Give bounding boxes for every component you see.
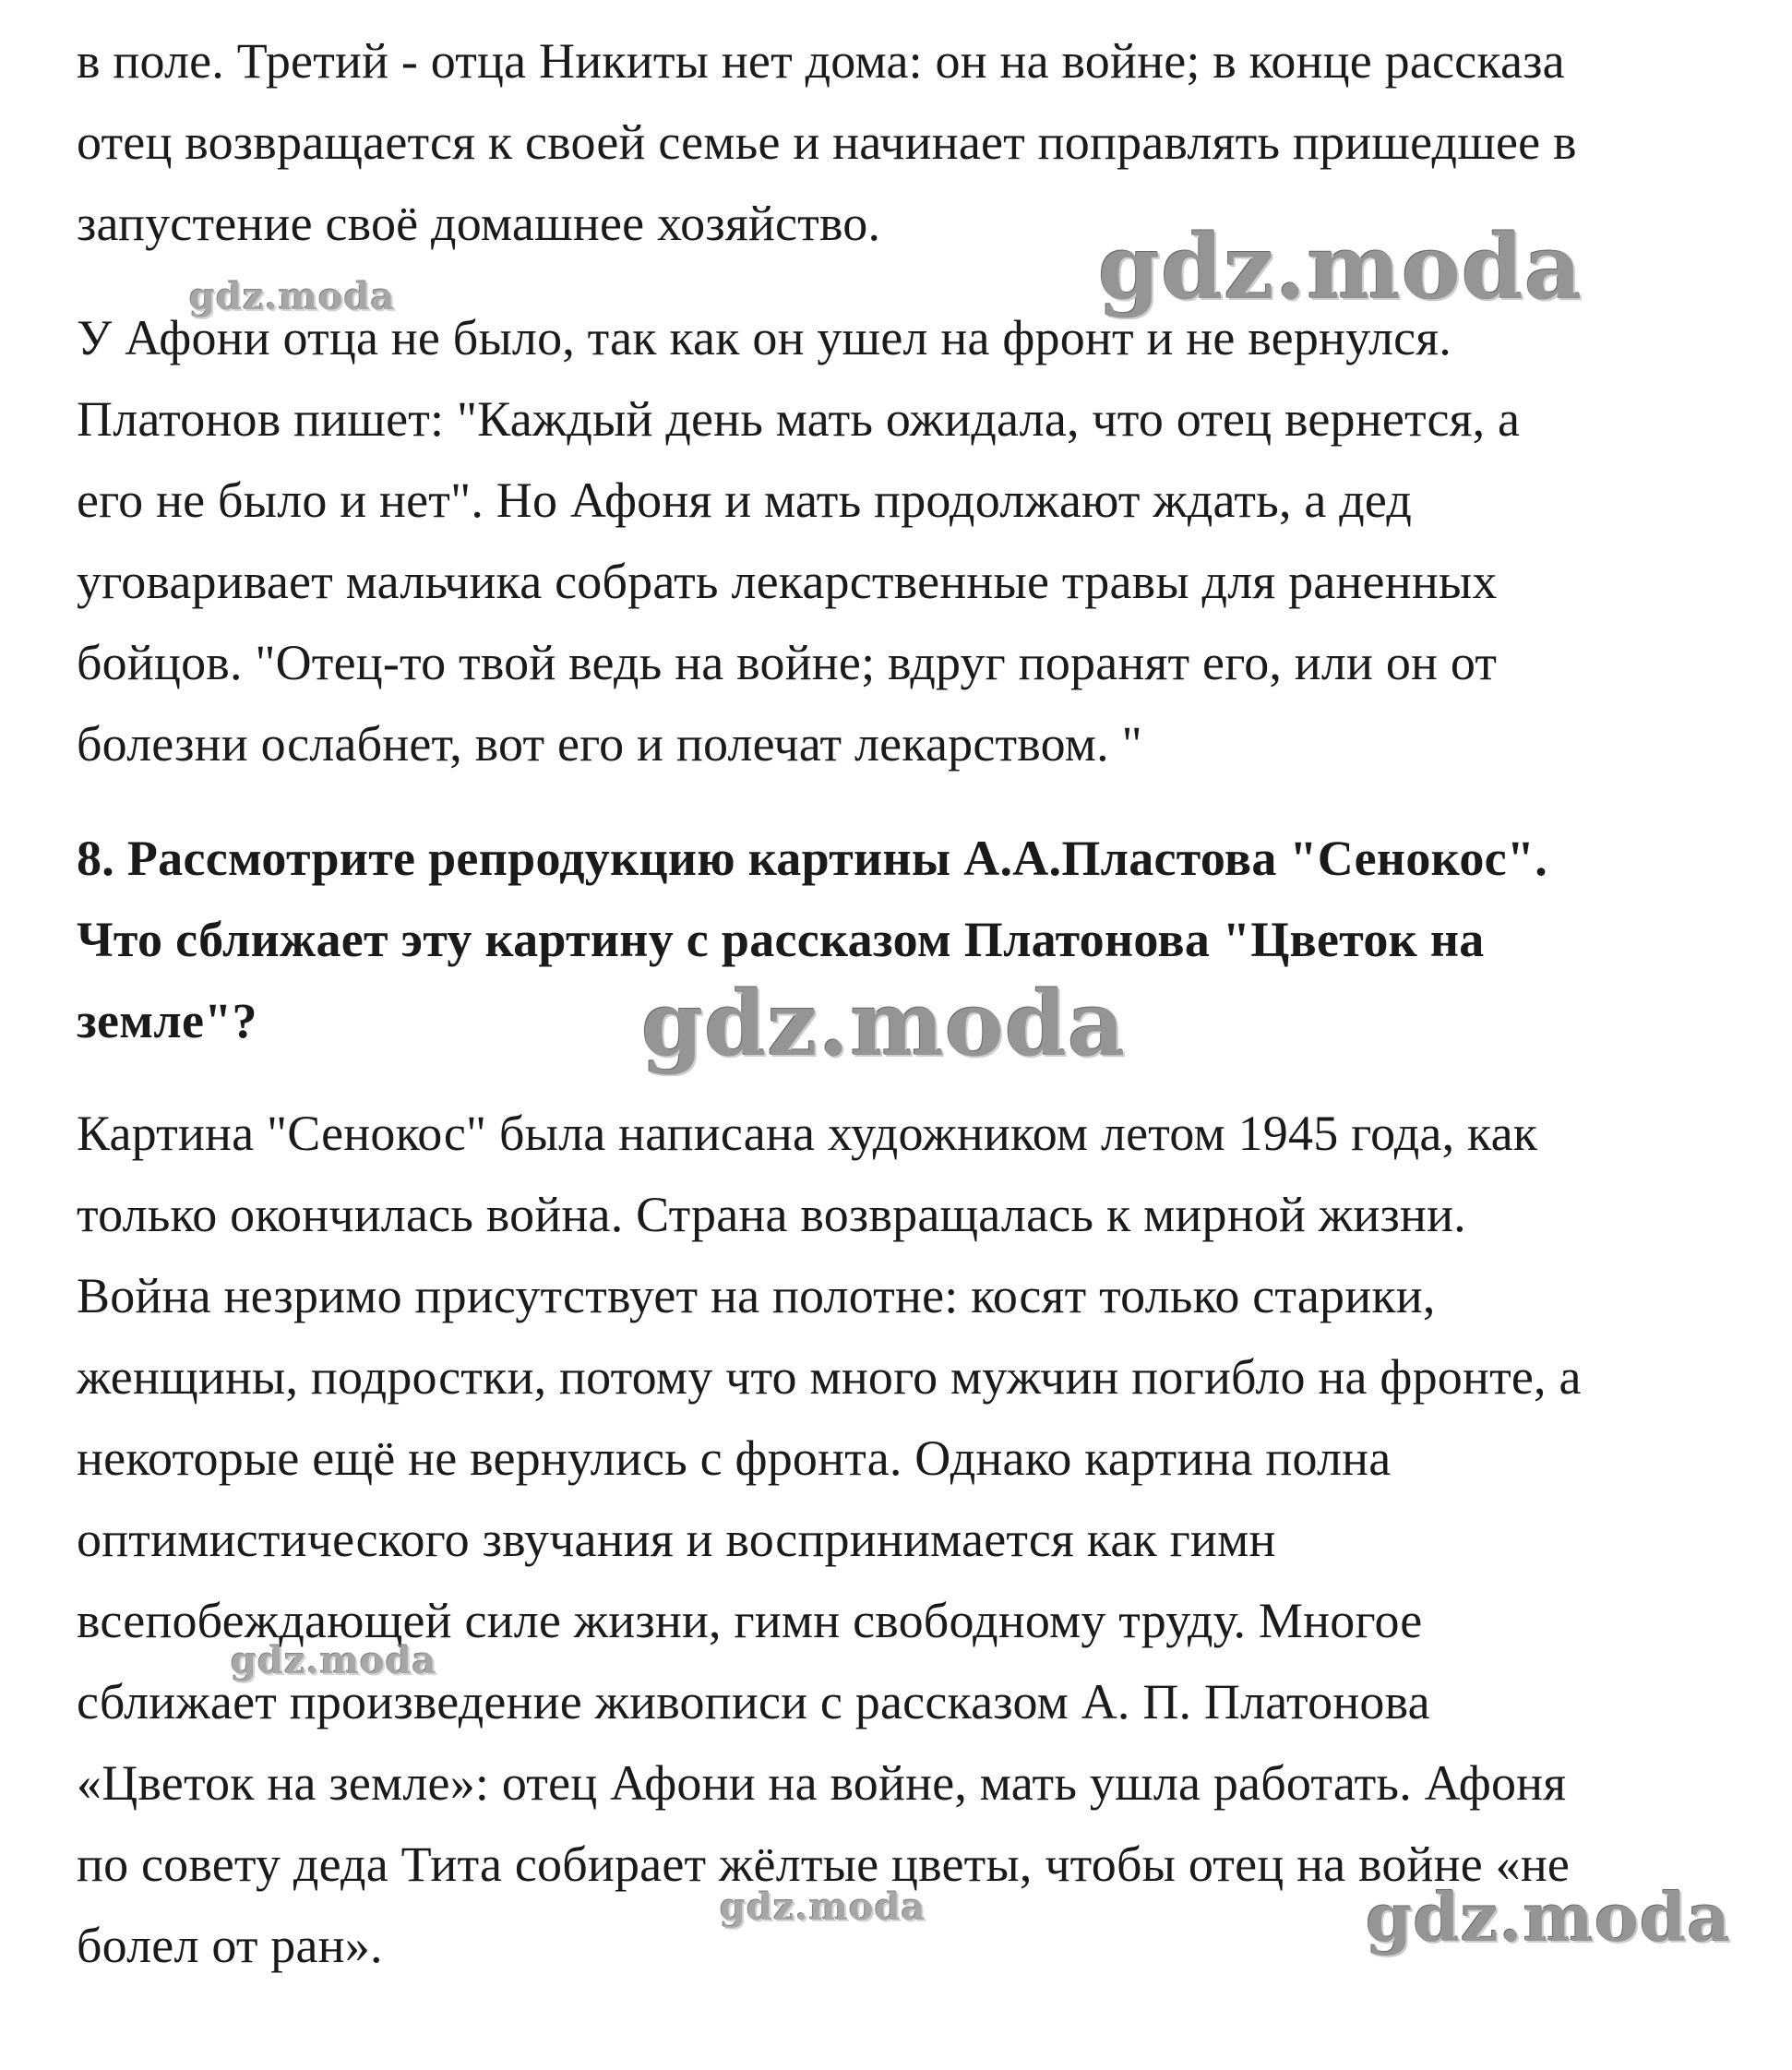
paragraph-1-line-1: в поле. Третий - отца Никиты нет дома: он на войне; в конце рассказа — [77, 33, 1565, 89]
watermark-logo: gdz.moda — [641, 972, 1127, 1076]
answer-line-2: только окончилась война. Страна возвращалась к мирной жизни. — [77, 1187, 1466, 1242]
paragraph-1-line-2: отец возвращается к своей семье и начинает поправлять пришедшее в — [77, 114, 1577, 170]
watermark-logo: gdz.moda — [231, 1639, 437, 1682]
answer-line-11: болел от ран». — [77, 1918, 383, 1973]
watermark-logo: gdz.moda — [1366, 1878, 1731, 1956]
paragraph-2-line-3: его не было и нет". Но Афоня и мать продолжают ждать, а дед — [77, 473, 1413, 528]
watermark-logo: gdz.moda — [189, 275, 396, 318]
paragraph-2-line-4: уговаривает мальчика собрать лекарственные травы для раненных — [77, 554, 1498, 609]
paragraph-2-line-1: У Афони отца не было, так как он ушел на фронт и не вернулся. — [77, 310, 1452, 365]
answer-line-10: по совету деда Тита собирает жёлтые цветы, чтобы отец на войне «не — [77, 1837, 1571, 1892]
answer-line-8: сближает произведение живописи с рассказом А. П. Платонова — [77, 1674, 1430, 1729]
paragraph-2-line-5: бойцов. "Отец-то твой ведь на войне; вдруг поранят его, или он от — [77, 635, 1498, 690]
paragraph-2-line-2: Платонов пишет: "Каждый день мать ожидала, что отец вернется, а — [77, 391, 1521, 447]
question-line-2: Что сближает эту картину с рассказом Платонова "Цветок на — [77, 912, 1485, 967]
paragraph-2-line-6: болезни ослабнет, вот его и полечат лекарством. " — [77, 716, 1142, 772]
question-line-3: земле"? — [77, 993, 257, 1048]
answer-line-5: некоторые ещё не вернулись с фронта. Однако картина полна — [77, 1430, 1392, 1486]
answer-line-6: оптимистического звучания и воспринимается как гимн — [77, 1512, 1276, 1567]
answer-line-7: всепобеждающей силе жизни, гимн свободному труду. Многое — [77, 1593, 1423, 1648]
question-line-1: 8. Рассмотрите репродукцию картины А.А.Пластова "Сенокос". — [77, 831, 1547, 886]
paragraph-1-line-3: запустение своё домашнее хозяйство. — [77, 196, 881, 251]
watermark-logo: gdz.moda — [1098, 215, 1583, 319]
answer-line-9: «Цветок на земле»: отец Афони на войне, мать ушла работать. Афоня — [77, 1755, 1567, 1811]
answer-line-1: Картина "Сенокос" была написана художником летом 1945 года, как — [77, 1106, 1538, 1161]
answer-line-4: женщины, подростки, потому что много мужчин погибло на фронте, а — [77, 1349, 1582, 1405]
watermark-logo: gdz.moda — [720, 1885, 926, 1929]
answer-line-3: Война незримо присутствует на полотне: косят только старики, — [77, 1268, 1436, 1323]
